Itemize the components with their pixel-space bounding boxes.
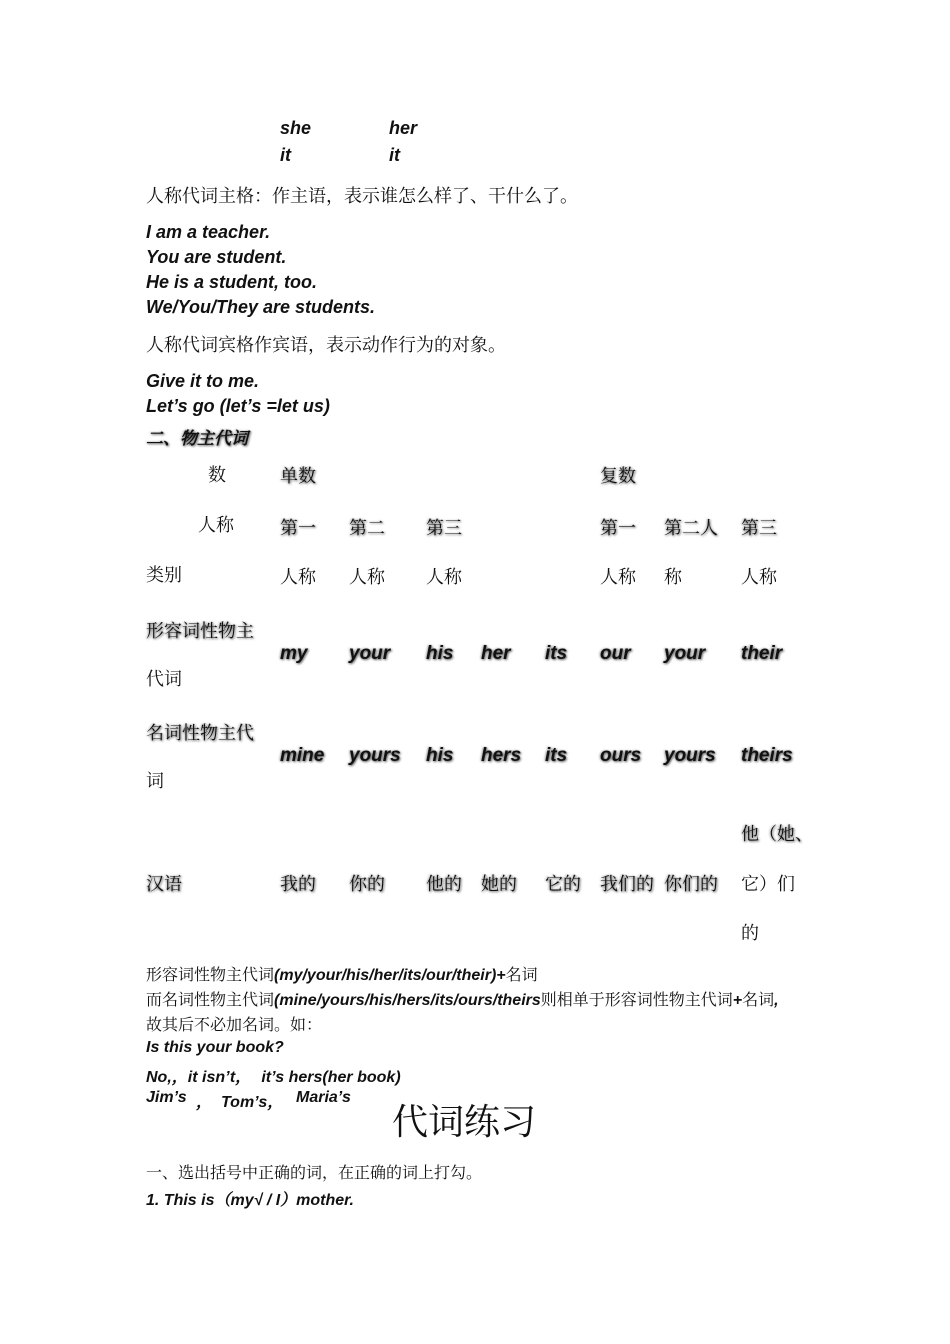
- dialog-answer-3: it’s hers(her book): [261, 1069, 401, 1086]
- noun-value-his: his: [426, 745, 454, 766]
- subject-example-1: I am a teacher.: [146, 222, 271, 242]
- exercise-instruction: 一、选出括号中正确的词，在正确的词上打勾。: [146, 1163, 483, 1182]
- chinese-value-5: 它的: [545, 874, 581, 895]
- person-bottom-1: 人称: [280, 567, 316, 588]
- person-top-3: 第三: [426, 518, 462, 539]
- section-heading: 二、物主代词: [146, 429, 248, 449]
- pronoun-it-object: it: [389, 145, 400, 165]
- noun-value-its: its: [545, 745, 568, 766]
- person-bottom-2: 人称: [349, 567, 385, 588]
- person-bottom-3: 人称: [426, 567, 462, 588]
- subject-case-note: 人称代词主格：作主语，表示谁怎么样了、干什么了。: [146, 186, 578, 207]
- object-example-2: Let’s go (let’s =let us): [146, 396, 330, 416]
- exercise-item-1: 1. This is（my√ / I）mother.: [146, 1192, 354, 1209]
- dialog-question: Is this your book?: [146, 1039, 284, 1056]
- dialog-answer-1: No,: [146, 1069, 172, 1086]
- chinese-last-line-2: 它）们: [741, 874, 795, 895]
- dialog-answer: [146, 1064, 401, 1087]
- pronoun-she: she: [280, 118, 312, 138]
- adj-value-your: your: [349, 643, 391, 664]
- chinese-value-4: 她的: [481, 874, 517, 895]
- person-bottom-6: 人称: [741, 567, 777, 588]
- adj-value-her: her: [481, 643, 511, 664]
- name-toms: Tom’s，: [221, 1094, 284, 1111]
- subject-example-4: We/You/They are students.: [146, 297, 376, 317]
- note-line-2-c: 则相单于形容词性物主代词: [540, 990, 733, 1009]
- chinese-value-1: 我的: [280, 874, 316, 895]
- person-top-4: 第一: [600, 518, 636, 539]
- person-bottom-4: 人称: [600, 567, 636, 588]
- name-marias: Maria’s: [296, 1089, 351, 1106]
- table-header-number: 数: [208, 465, 226, 486]
- chinese-last-line-1: 他（她、: [741, 824, 813, 845]
- chinese-value-2: 你的: [349, 874, 385, 895]
- table-header-person: 人称: [198, 515, 234, 536]
- note-line-1-c: 名词: [505, 965, 538, 984]
- adj-value-their: their: [741, 643, 783, 664]
- name-jims: Jim’s: [146, 1089, 187, 1106]
- note-line-2-b: (mine/yours/his/hers/its/ours/theirs: [274, 992, 541, 1009]
- adj-possessive-label-1: 形容词性物主: [146, 621, 254, 642]
- noun-value-yours: yours: [349, 745, 401, 766]
- person-bottom-5: 称: [664, 567, 682, 588]
- person-top-2: 第二: [349, 518, 385, 539]
- adj-value-its: its: [545, 643, 568, 664]
- chinese-value-6: 我们的: [600, 874, 654, 895]
- note-line-2-a: 而名词性物主代词: [146, 990, 275, 1009]
- table-header-singular: 单数: [280, 466, 316, 487]
- adj-value-his: his: [426, 643, 454, 664]
- noun-value-mine: mine: [280, 745, 325, 766]
- object-example-1: Give it to me.: [146, 371, 260, 391]
- adj-value-your-plural: your: [664, 643, 706, 664]
- adj-value-our: our: [600, 643, 631, 664]
- note-line-2-d: +: [732, 992, 743, 1009]
- dialog-answer-2: ，it isn’t，: [171, 1069, 252, 1086]
- table-header-category: 类别: [146, 565, 182, 586]
- adj-possessive-label-2: 代词: [146, 669, 182, 690]
- noun-value-yours-plural: yours: [664, 745, 716, 766]
- person-top-6: 第三: [741, 518, 777, 539]
- noun-value-hers: hers: [481, 745, 522, 766]
- note-line-3: 故其后不必加名词。如：: [146, 1015, 323, 1034]
- noun-value-theirs: theirs: [741, 745, 793, 766]
- pronoun-it-subject: it: [280, 145, 291, 165]
- note-line-1-b: (my/your/his/her/its/our/their)+: [274, 967, 506, 984]
- adj-value-my: my: [280, 643, 308, 664]
- note-line-1: [146, 962, 538, 985]
- chinese-label: 汉语: [146, 874, 182, 895]
- subject-example-2: You are student.: [146, 247, 287, 267]
- chinese-value-3: 他的: [426, 874, 462, 895]
- noun-value-ours: ours: [600, 745, 642, 766]
- noun-possessive-label-1: 名词性物主代: [146, 723, 254, 744]
- pronoun-her: her: [389, 118, 418, 138]
- chinese-last-line-3: 的: [741, 923, 759, 944]
- note-line-2-f: ,: [774, 992, 779, 1009]
- chinese-value-7: 你们的: [664, 874, 718, 895]
- noun-possessive-label-2: 词: [146, 771, 164, 792]
- object-case-note: 人称代词宾格作宾语，表示动作行为的对象。: [146, 335, 506, 356]
- subject-example-3: He is a student, too.: [146, 272, 318, 292]
- person-top-5: 第二人: [664, 518, 718, 539]
- table-header-plural: 复数: [600, 466, 636, 487]
- note-line-1-a: 形容词性物主代词: [146, 965, 275, 984]
- note-line-2-e: 名词: [742, 990, 775, 1009]
- note-line-2: [146, 987, 779, 1010]
- person-top-1: 第一: [280, 518, 316, 539]
- name-separator: ，: [196, 1094, 213, 1111]
- exercise-title: 代词练习: [392, 1102, 537, 1143]
